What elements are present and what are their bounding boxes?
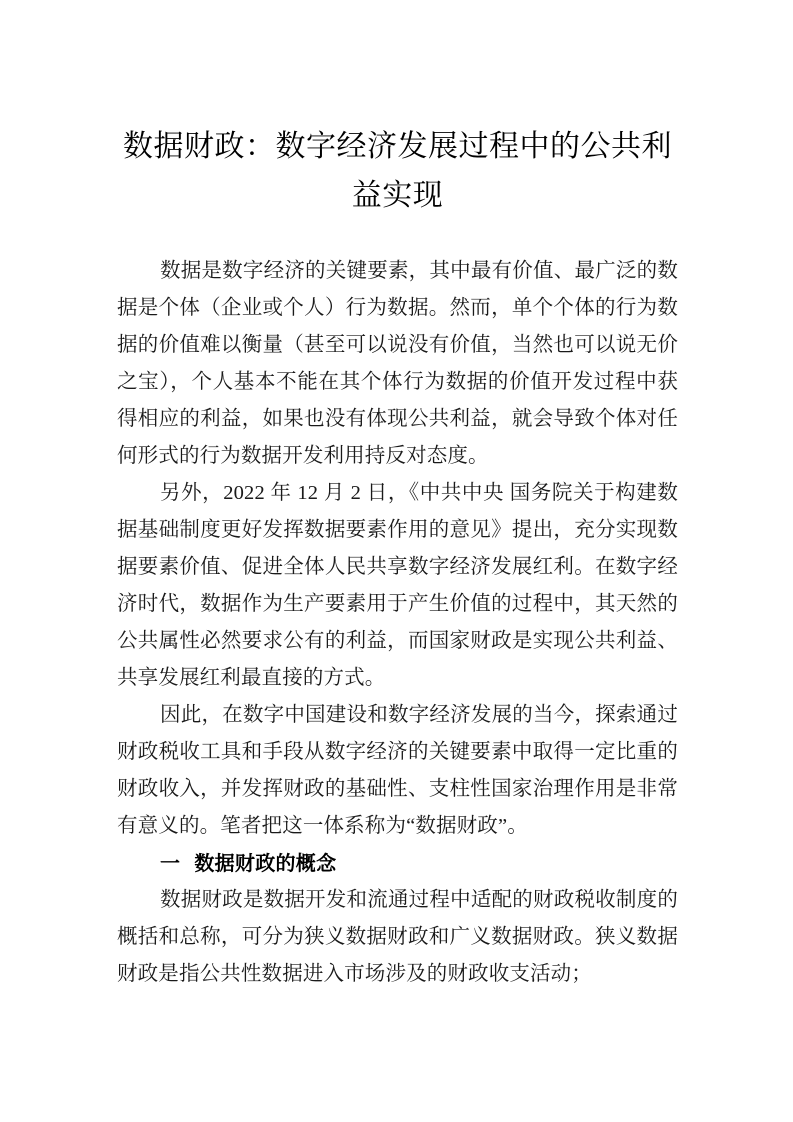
paragraph: 数据财政是数据开发和流通过程中适配的财政税收制度的概括和总称，可分为狭义数据财政和广义数据财政。狭义数据财政是指公共性数据进入市场涉及的财政收支活动； — [117, 889, 678, 985]
paragraph: 另外，2022 年 12 月 2 日，《中共中央 国务院关于构建数据基础制度更好发挥数据要素作用的意见》提出，充分实现数据要素价值、促进全体人民共享数字经济发展红利。在数字经济时代，数据作为生产要素用于产生价值的过程中，其天然的公共属性必然要求公有的利益，而国家财政是实现公共利益、共享发展红利最直接的方式。 — [117, 482, 678, 689]
page-title: 数据财政：数字经济发展过程中的公共利益实现 — [123, 130, 672, 212]
paragraph: 因此，在数字中国建设和数字经济发展的当今，探索通过财政税收工具和手段从数字经济的关键要素中取得一定比重的财政收入，并发挥财政的基础性、支柱性国家治理作用是非常有意义的。笔者把这一体系称为“数据财政”。 — [117, 704, 678, 837]
paragraph: 数据是数字经济的关键要素，其中最有价值、最广泛的数据是个体（企业或个人）行为数据。然而，单个个体的行为数据的价值难以衡量（甚至可以说没有价值，当然也可以说无价之宝），个人基本不能在其个体行为数据的价值开发过程中获得相应的利益，如果也没有体现公共利益，就会导致个体对任何形式的行为数据开发利用持反对态度。 — [117, 260, 678, 467]
section-heading-label: 数据财政的概念 — [194, 851, 337, 875]
document-content — [117, 0, 678, 993]
section-heading — [117, 845, 678, 882]
section-heading-number: 一 — [160, 851, 181, 875]
document-body — [117, 253, 678, 993]
